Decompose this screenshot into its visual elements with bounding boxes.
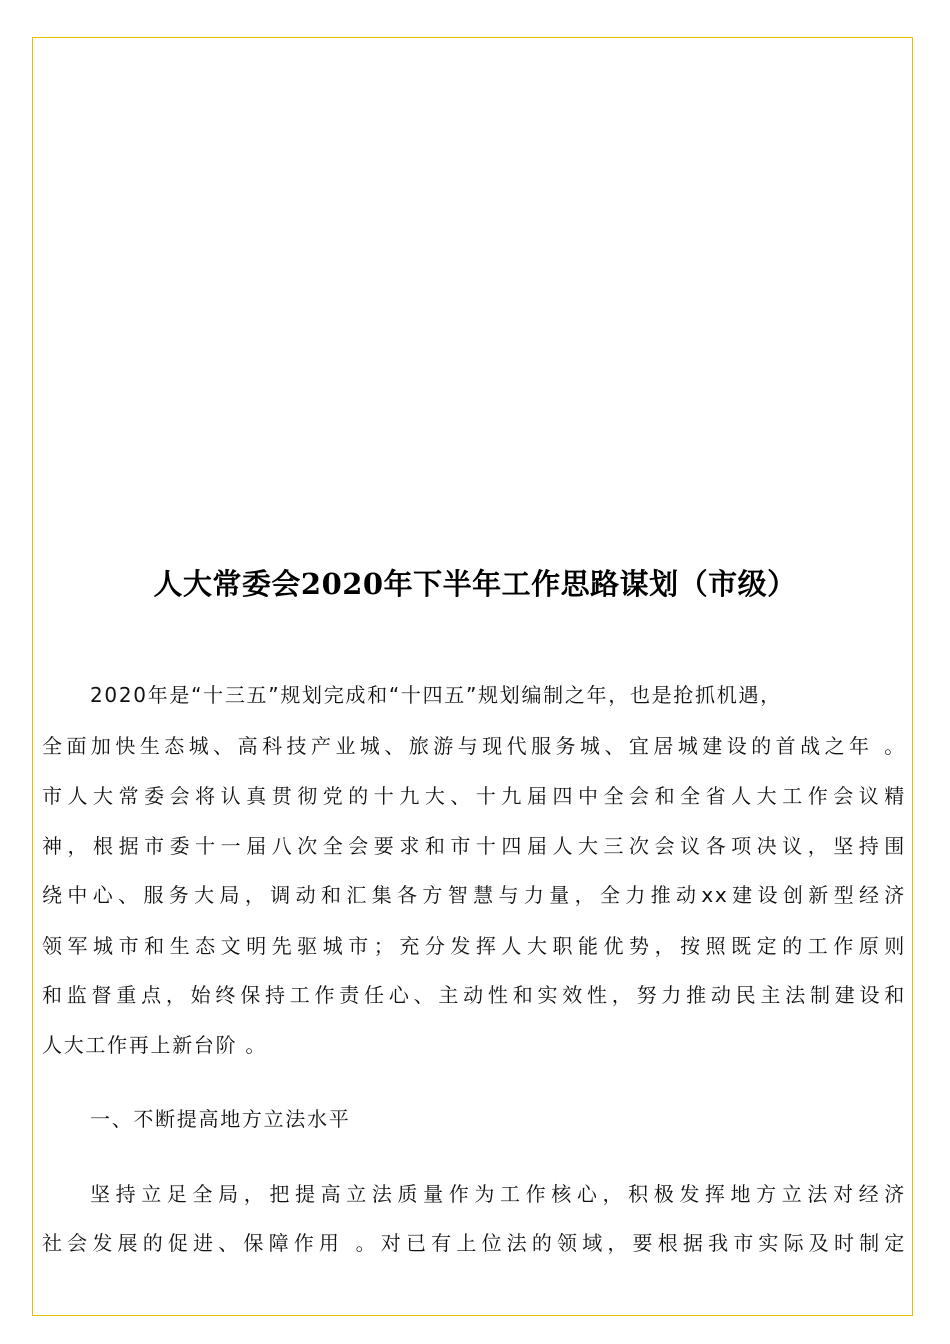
paragraph-line: 坚持立足全局，把提高立法质量作为工作核心，积极发挥地方立法对经济 — [90, 1182, 906, 1206]
paragraph-line: 绕中心、服务大局，调动和汇集各方智慧与力量，全力推动xx建设创新型经济 — [42, 883, 906, 907]
document-title: 人大常委会2020年下半年工作思路谋划（市级） — [153, 567, 797, 601]
paragraph-line: 领军城市和生态文明先驱城市；充分发挥人大职能优势，按照既定的工作原则 — [42, 934, 906, 958]
paragraph-line: 神，根据市委十一届八次全会要求和市十四届人大三次会议各项决议，坚持围 — [42, 834, 906, 858]
section-heading: 一、不断提高地方立法水平 — [90, 1107, 351, 1131]
paragraph-line: 市人大常委会将认真贯彻党的十九大、十九届四中全会和全省人大工作会议精 — [42, 784, 906, 808]
paragraph-line: 2020年是“十三五”规划完成和“十四五”规划编制之年，也是抢抓机遇， — [90, 683, 782, 707]
paragraph-line: 全面加快生态城、高科技产业城、旅游与现代服务城、宜居城建设的首战之年 。 — [42, 734, 906, 758]
paragraph-line: 和监督重点，始终保持工作责任心、主动性和实效性，努力推动民主法制建设和 — [42, 983, 906, 1007]
paragraph-line: 人大工作再上新台阶 。 — [42, 1033, 268, 1057]
paragraph-line: 社会发展的促进、保障作用 。对已有上位法的领域，要根据我市实际及时制定 — [42, 1231, 906, 1255]
